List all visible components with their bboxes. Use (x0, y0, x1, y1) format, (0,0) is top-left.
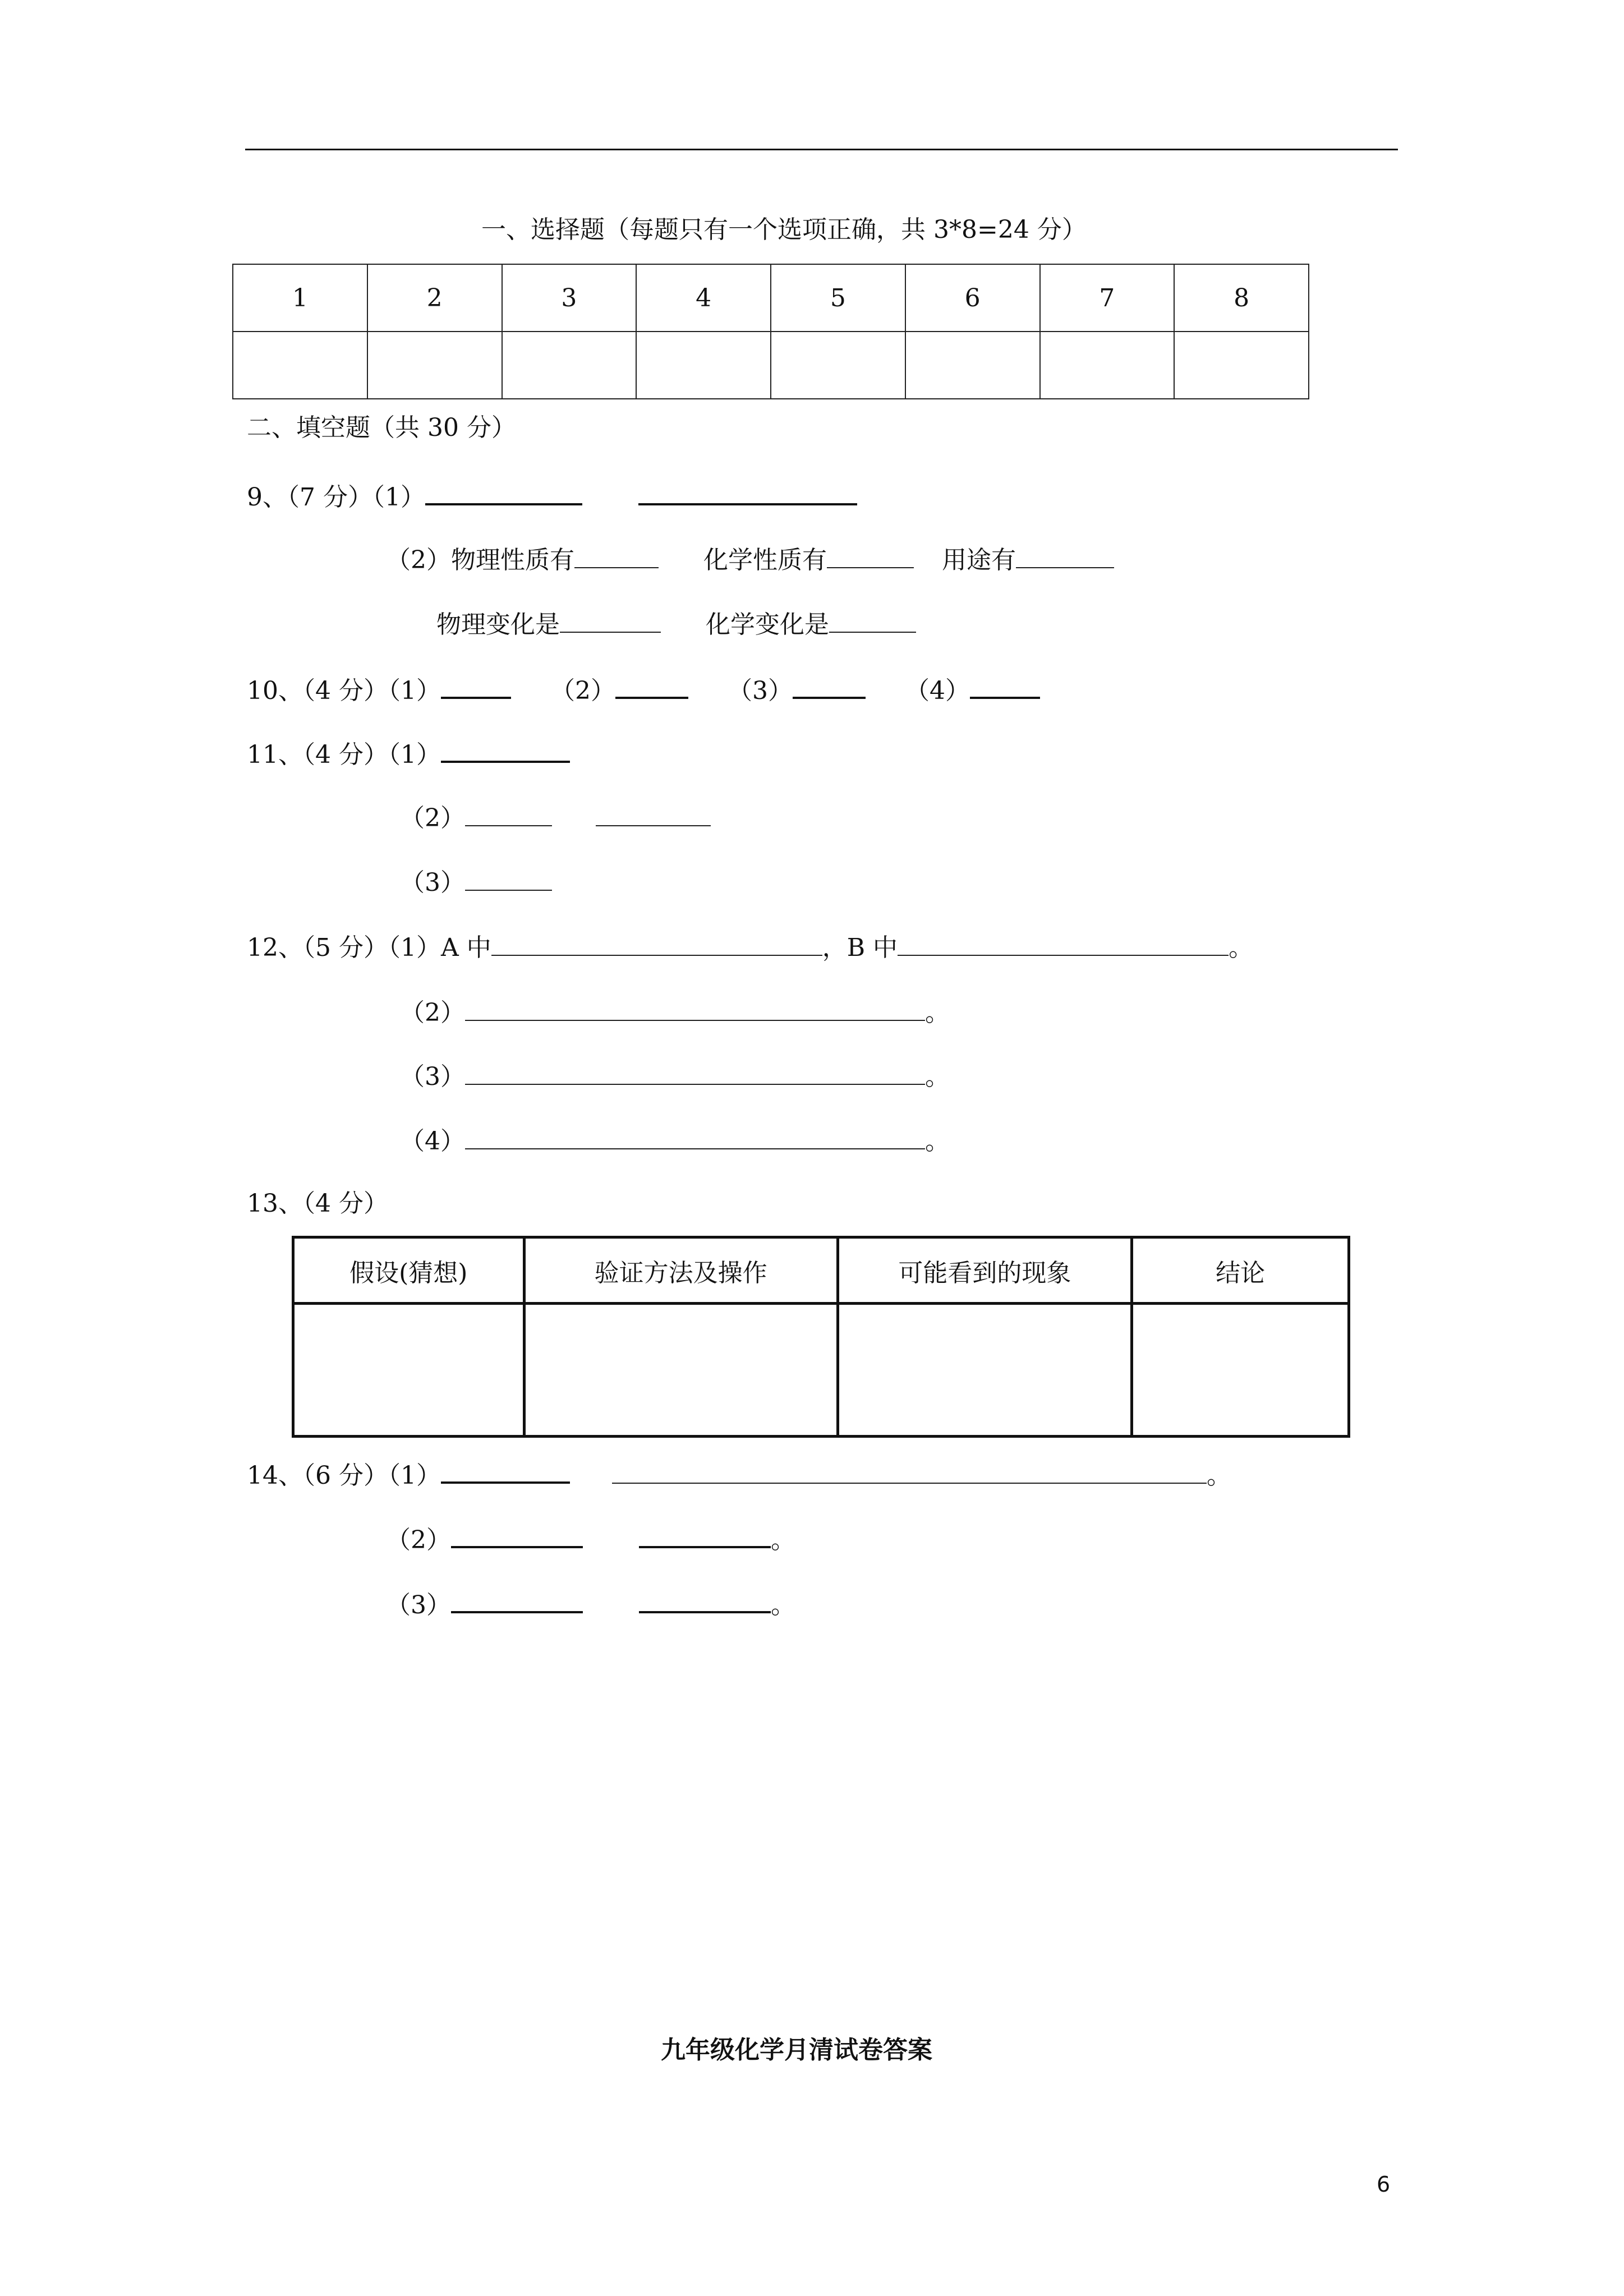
experiment-answer-cell[interactable] (1132, 1304, 1349, 1437)
q14-label: 14、（6 分）（1） (247, 1461, 441, 1490)
answer-blank[interactable] (465, 800, 552, 826)
grid-answer-cell[interactable] (905, 332, 1040, 399)
answer-blank[interactable] (596, 800, 711, 826)
answer-blank[interactable] (638, 478, 857, 505)
answer-blank[interactable] (639, 1586, 771, 1613)
answer-blank[interactable] (1016, 542, 1114, 568)
grid-header-4: 4 (636, 264, 771, 332)
experiment-answer-cell[interactable] (524, 1304, 838, 1437)
grid-header-1: 1 (233, 264, 367, 332)
answer-blank[interactable] (560, 607, 661, 633)
answer-blank[interactable] (441, 736, 570, 763)
experiment-header-method: 验证方法及操作 (524, 1237, 838, 1304)
q14-line3 (386, 1586, 795, 1621)
answer-blank[interactable] (612, 1458, 1207, 1484)
q14-end: 。 (771, 1591, 795, 1619)
q12-label: 12、（5 分）（1）A 中 (247, 933, 491, 962)
q12-line1 (247, 930, 1253, 964)
q14-p3: （3） (386, 1591, 451, 1619)
q9-line3 (436, 607, 916, 641)
top-rule (245, 149, 1398, 150)
page-number: 6 (1377, 2172, 1391, 2197)
q9-chem-change-label: 化学变化是 (706, 610, 829, 639)
grid-header-6: 6 (905, 264, 1040, 332)
q9-phys-prop-label: （2）物理性质有 (386, 546, 574, 574)
answer-blank[interactable] (827, 542, 914, 568)
answer-blank[interactable] (615, 672, 688, 699)
q12-end: 。 (1229, 933, 1254, 962)
section2-title: 二、填空题（共 30 分） (247, 413, 516, 442)
grid-answer-cell[interactable] (502, 332, 637, 399)
grid-answer-cell[interactable] (233, 332, 367, 399)
q10-line (247, 672, 1040, 707)
q9-label: 9、（7 分）（1） (247, 483, 425, 512)
answer-blank[interactable] (829, 607, 916, 633)
q9-chem-prop-label: 化学性质有 (703, 546, 827, 574)
experiment-table (292, 1236, 1350, 1438)
q13-label: 13、（4 分） (247, 1189, 388, 1218)
q12-line4 (400, 1124, 950, 1157)
answer-blank[interactable] (451, 1586, 583, 1613)
grid-answer-cell[interactable] (367, 332, 502, 399)
answer-blank[interactable] (970, 672, 1040, 699)
experiment-answer-cell[interactable] (293, 1304, 525, 1437)
answer-blank[interactable] (425, 478, 582, 505)
q12-end: 。 (925, 999, 950, 1027)
answer-blank[interactable] (441, 1457, 570, 1484)
q12-b-label: ，B 中 (822, 933, 898, 962)
answer-blank[interactable] (465, 1059, 925, 1085)
answer-blank[interactable] (465, 995, 925, 1021)
q10-p3: （3） (727, 677, 793, 705)
q11-label: 11、（4 分）（1） (247, 740, 441, 769)
answer-blank[interactable] (441, 672, 511, 699)
q9-use-label: 用途有 (942, 546, 1016, 574)
q11-p3: （3） (400, 868, 465, 897)
experiment-header-conclusion: 结论 (1132, 1237, 1349, 1304)
grid-header-5: 5 (771, 264, 905, 332)
grid-answer-cell[interactable] (636, 332, 771, 399)
q10-label: 10、（4 分）（1） (247, 677, 441, 705)
q12-p2: （2） (400, 999, 465, 1027)
q14-p2: （2） (386, 1526, 451, 1554)
section1-title: 一、选择题（每题只有一个选项正确，共 3*8=24 分） (481, 215, 1087, 244)
grid-header-2: 2 (367, 264, 502, 332)
answer-blank[interactable] (491, 930, 822, 956)
q9-phys-change-label: 物理变化是 (436, 610, 560, 639)
experiment-header-phenomenon: 可能看到的现象 (838, 1237, 1132, 1304)
answer-blank[interactable] (465, 1124, 925, 1149)
q14-line1 (247, 1457, 1231, 1492)
q12-line2 (400, 995, 950, 1029)
grid-answer-cell[interactable] (771, 332, 905, 399)
grid-header-8: 8 (1174, 264, 1309, 332)
answer-blank[interactable] (793, 672, 866, 699)
experiment-answer-cell[interactable] (838, 1304, 1132, 1437)
answer-blank[interactable] (465, 865, 552, 891)
grid-header-3: 3 (502, 264, 637, 332)
q14-end: 。 (1206, 1461, 1231, 1490)
q12-p4: （4） (400, 1127, 465, 1156)
answer-blank[interactable] (574, 542, 659, 568)
answer-key-title: 九年级化学月清试卷答案 (661, 2036, 932, 2064)
answer-blank[interactable] (898, 930, 1229, 956)
q12-p3: （3） (400, 1062, 465, 1091)
answer-blank[interactable] (451, 1521, 583, 1548)
q14-end: 。 (771, 1526, 795, 1554)
q12-line3 (400, 1059, 950, 1093)
q12-end: 。 (925, 1062, 950, 1091)
q11-line3 (400, 865, 552, 899)
grid-answer-cell[interactable] (1040, 332, 1175, 399)
experiment-header-hypothesis: 假设(猜想) (293, 1237, 525, 1304)
grid-answer-cell[interactable] (1174, 332, 1309, 399)
q11-p2: （2） (400, 804, 465, 832)
q10-p2: （2） (550, 677, 615, 705)
q11-line2 (400, 800, 711, 834)
grid-header-7: 7 (1040, 264, 1175, 332)
q9-line2 (386, 542, 1114, 576)
answer-blank[interactable] (639, 1521, 771, 1548)
q10-p4: （4） (904, 677, 970, 705)
answer-grid-choice (232, 264, 1309, 399)
q9-line1 (247, 478, 857, 513)
q12-end: 。 (925, 1127, 950, 1156)
q14-line2 (386, 1521, 795, 1556)
q11-line1 (247, 736, 570, 771)
